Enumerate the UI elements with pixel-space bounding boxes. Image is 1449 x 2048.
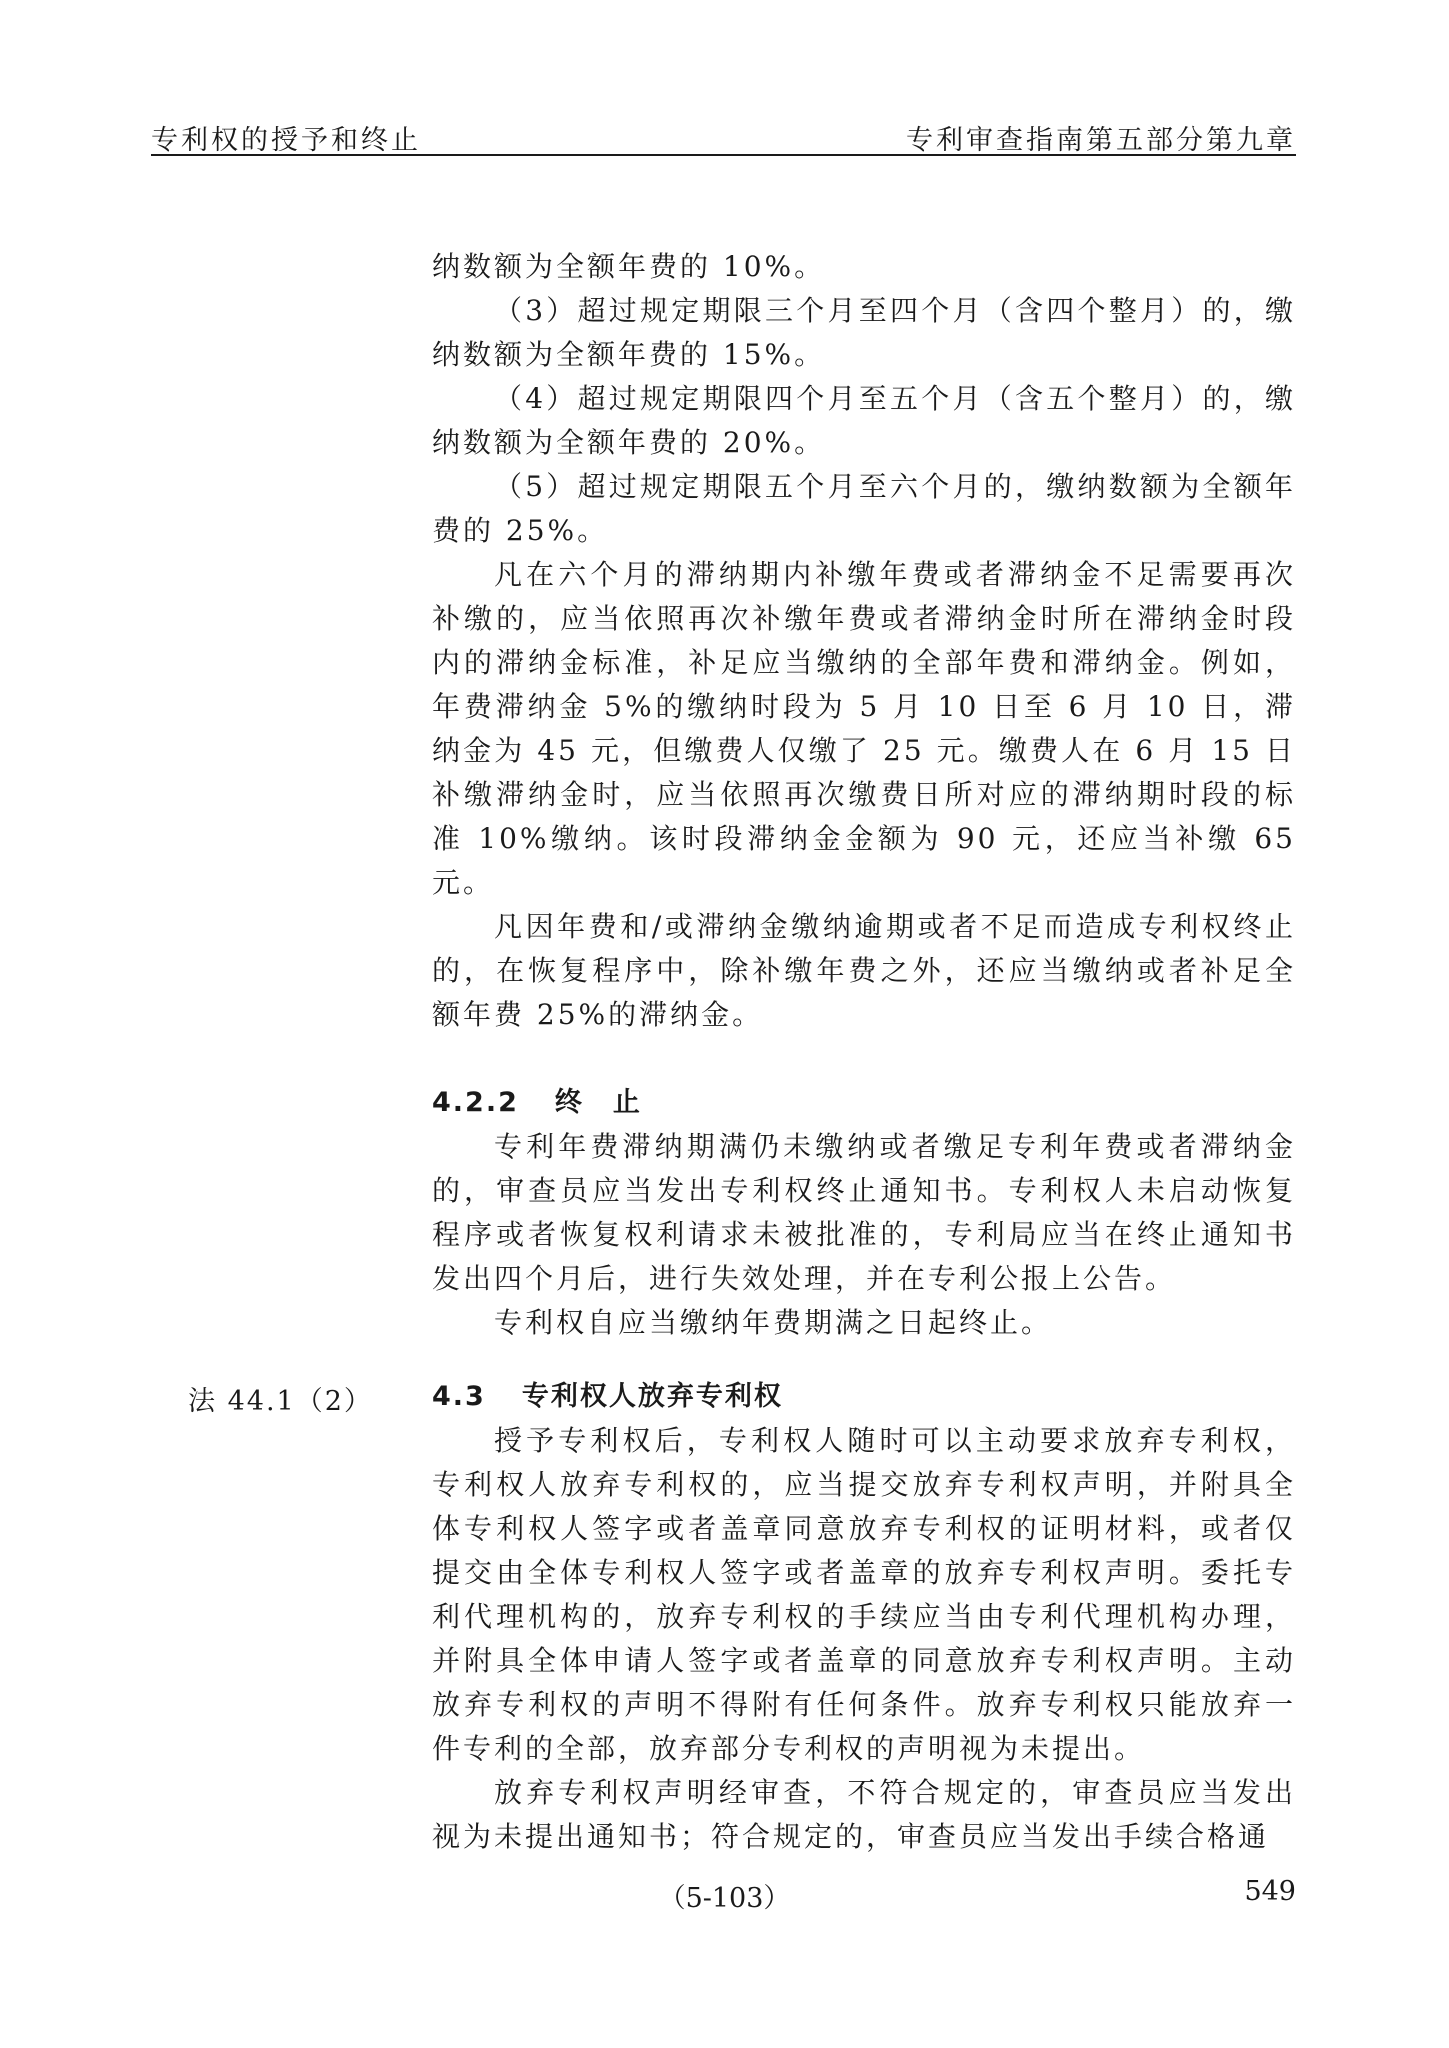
paragraph-item-5: （5）超过规定期限五个月至六个月的，缴纳数额为全额年费的 25%。 xyxy=(432,470,1296,547)
paragraph-restoration: 凡因年费和/或滞纳金缴纳逾期或者不足而造成专利权终止的，在恢复程序中，除补缴年费之外，还应当缴纳或者补足全额年费 25%的滞纳金。 xyxy=(432,910,1296,1031)
running-header xyxy=(151,112,1296,156)
paragraph-abandonment: 授予专利权后，专利权人随时可以主动要求放弃专利权，专利权人放弃专利权的，应当提交放弃专利权声明，并附具全体专利权人签字或者盖章同意放弃专利权的证明材料，或者仅提交由全体专利权人签字或者盖章的放弃专利权声明。委托专利代理机构的，放弃专利权的手续应当由专利代理机构办理，并附具全体申请人签字或者盖章的同意放弃专利权声明。主动放弃专利权的声明不得附有任何条件。放弃专利权只能放弃一件专利的全部，放弃部分专利权的声明视为未提出。 xyxy=(432,1424,1296,1765)
paragraph-item-3: （3）超过规定期限三个月至四个月（含四个整月）的，缴纳数额为全额年费的 15%。 xyxy=(432,294,1296,371)
margin-law-reference: 法 44.1（2） xyxy=(188,1386,373,1417)
main-text-column xyxy=(432,245,1296,1859)
section-number: 4.3 xyxy=(432,1381,486,1412)
paragraph-termination: 专利年费滞纳期满仍未缴纳或者缴足专利年费或者滞纳金的，审查员应当发出专利权终止通知书。专利权人未启动恢复程序或者恢复权利请求未被批准的，专利局应当在终止通知书发出四个月后，进行失效处理，并在专利公报上公告。 xyxy=(432,1130,1296,1295)
section-title: 专利权人放弃专利权 xyxy=(521,1381,783,1412)
section-heading-4-3 xyxy=(432,1375,1296,1419)
spacer xyxy=(432,1345,1296,1375)
section-number: 4.2.2 xyxy=(432,1087,519,1118)
footer-page-number: 549 xyxy=(1244,1876,1296,1907)
header-chapter-title: 专利权的授予和终止 xyxy=(151,125,421,156)
section-title: 终 止 xyxy=(554,1087,642,1118)
paragraph-termination-date: 专利权自应当缴纳年费期满之日起终止。 xyxy=(494,1306,1053,1339)
paragraph-continued: 纳数额为全额年费的 10%。 xyxy=(432,250,826,283)
spacer xyxy=(432,1037,1296,1081)
paragraph-item-4: （4）超过规定期限四个月至五个月（含五个整月）的，缴纳数额为全额年费的 20%。 xyxy=(432,382,1296,459)
header-book-section: 专利审查指南第五部分第九章 xyxy=(906,125,1296,156)
footer-section-page: （5-103） xyxy=(658,1883,791,1914)
section-heading-4-2-2 xyxy=(432,1081,1296,1125)
paragraph-abandonment-review: 放弃专利权声明经审查，不符合规定的，审查员应当发出视为未提出通知书；符合规定的，审查员应当发出手续合格通 xyxy=(432,1776,1296,1853)
paragraph-late-fee-example: 凡在六个月的滞纳期内补缴年费或者滞纳金不足需要再次补缴的，应当依照再次补缴年费或者滞纳金时所在滞纳金时段内的滞纳金标准，补足应当缴纳的全部年费和滞纳金。例如，年费滞纳金 5%的缴纳时段为 5 月 10 日至 6 月 10 日，滞纳金为 45 元，但缴费人仅缴了 25 元。缴费人在 6 月 15 日补缴滞纳金时，应当依照再次缴费日所对应的滞纳期时段的标准 10%缴纳。该时段滞纳金金额为 90 元，还应当补缴 65 元。 xyxy=(432,558,1296,899)
